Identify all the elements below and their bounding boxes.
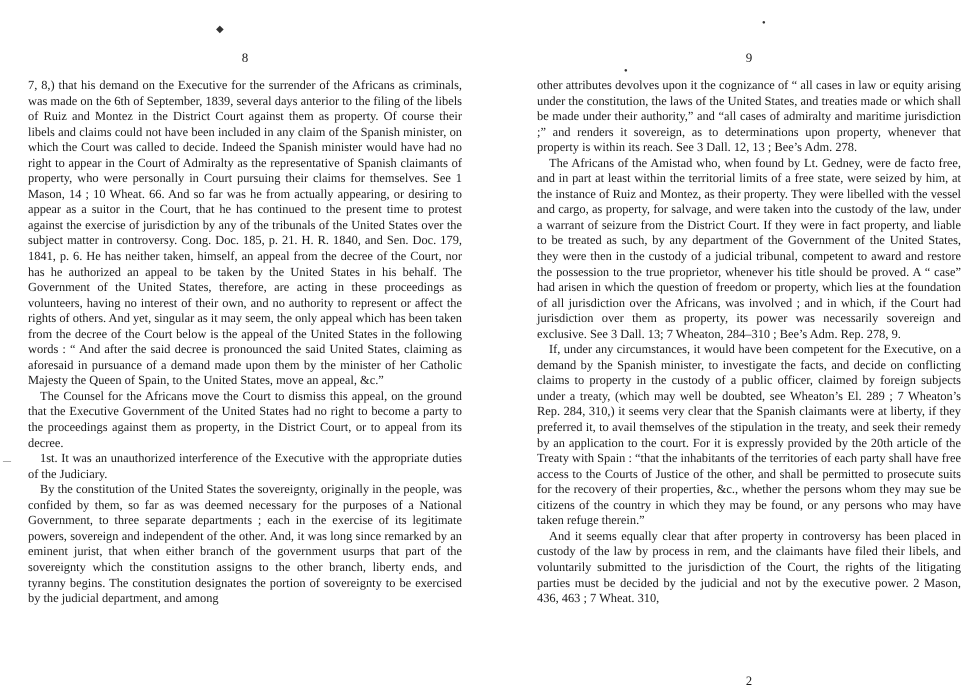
paragraph: 7, 8,) that his demand on the Executive for the surrender of the Africans as criminals, was made on the 6th of September, 1839, several days anterior to the filing of the libels of Ruiz and Montez in the District Court against them as property. Of course their libels and claims could not have been included in any claim of the Spanish minister, on which the Court was called to decide. Indeed the Spanish minister would have had no right to appear in the Court of Admiralty as the representative of Spanish claimants of property, who were personally in Court pursuing their claims for themselves. See 1 Mason, 14 ; 10 Wheat. 66. And so far was he from actually appearing, or desiring to appear as a suitor in the Court, that he has continued to the present time to protest against the exercise of jurisdiction by any of the tribunals of the United States over the subject matter in controversy. Cong. Doc. 185, p. 21. H. R. 1840, and Sen. Doc. 179, 1841, p. 6. He has neither taken, himself, an appeal from the decree of the Court, nor has he authorized an appeal to be taken by the United States in his behalf. The Government of the United States, therefore, are acting in these proceedings as volunteers, having no interest of their own, and no authority to represent or affect the rights of others. And yet, singular as it may seem, the only appeal which has been taken from the decree of the Court below is the appeal of the United States in the following words : “ And after the said decree is pronounced the said United States, claiming as aforesaid in pursuance of a demand made upon them by the minister of her Catholic Majesty the Queen of Spain, to the United States, move an appeal, &c.” bbox=[28, 78, 462, 388]
signature-mark: 2 bbox=[745, 674, 753, 688]
paragraph: And it seems equally clear that after property in controversy has been placed in custody of the law by process in rem, and the claimants have filed their libels, and voluntarily submitted to the jurisdiction of the Court, the rights of the litigating parties must be decided by the judicial and not by the executive power. 2 Mason, 436, 463 ; 7 Wheat. 310, bbox=[537, 528, 961, 606]
paragraph: 1st. It was an unauthorized interference of the Executive with the appropriate duties of the Judiciary. bbox=[28, 451, 462, 481]
page-number: 8 bbox=[241, 50, 249, 65]
paragraph: If, under any circumstances, it would have been competent for the Executive, on a demand by the Spanish minister, to investigate the facts, and decide on conflicting claims to property in the custody of a public officer, claimed by foreign subjects under a treaty, (which may well be doubted, see Wheaton’s El. 289 ; 7 Wheaton’s Rep. 284, 310,) it seems very clear that the Spanish claimants were at liberty, if they preferred it, to avail themselves of the stipulation in the treaty, and seek their remedy by an application to the court. For it is expressly provided by the 20th article of the Treaty with Spain : “that the inhabitants of the territories of each party shall have free access to the Courts of Justice of the other, and shall be permitted to prosecute suits for the recovery of their properties, &c., whether the persons whom they may sue be citizens of the country in which they may be found, or any persons who may have taken refuge therein.” bbox=[537, 342, 961, 528]
page-text bbox=[28, 78, 462, 607]
right-page bbox=[537, 0, 961, 696]
ink-speck: ● bbox=[762, 20, 766, 26]
left-page bbox=[28, 0, 462, 696]
margin-mark: — bbox=[3, 456, 11, 465]
paragraph: The Africans of the Amistad who, when found by Lt. Gedney, were de facto free, and in part at least within the territorial limits of a free state, were seized by him, at the instance of Ruiz and Montez, as their property. They were libelled with the vessel and cargo, as property, for salvage, and were taken into the custody of the law, under a warrant of seizure from the District Court. If they were in fact property, and liable to be treated as such, by any department of the Government of the United States, they were then in the custody of a judicial tribunal, competent to award and restore the possession to the true proprietor, whenever his title should be proved. A “ case” had arisen in which the question of freedom or property, which lies at the foundation of all jurisdiction over the Africans, was involved ; and in which, if the Court had jurisdiction over them as property, its power was necessarily sovereign and exclusive. See 3 Dall. 13; 7 Wheaton, 284–310 ; Bee’s Adm. Rep. 278, 9. bbox=[537, 155, 961, 341]
ink-speck: ● bbox=[624, 68, 628, 74]
paragraph: The Counsel for the Africans move the Court to dismiss this appeal, on the ground that the Executive Government of the United States had no right to become a party to the proceedings against them as property, in the District Court, or to appeal from its decree. bbox=[28, 388, 462, 450]
paragraph: By the constitution of the United States the sovereignty, originally in the people, was confided by them, so far as was deemed necessary for the purposes of a National Government, to three separate departments ; each in the exercise of its legitimate powers, sovereign and independent of the other. And, it was long since remarked by an eminent jurist, that when either branch of the government usurps that part of the sovereignty which the constitution assigns to the other branch, liberty ends, and tyranny begins. The constitution designates the portion of sovereignty to be exercised by the judicial department, and among bbox=[28, 482, 462, 606]
page-number: 9 bbox=[745, 50, 753, 65]
paragraph: other attributes devolves upon it the cognizance of “ all cases in law or equity arising under the constitution, the laws of the United States, and treaties made or which shall be made under their authority,” and “all cases of admiralty and maritime jurisdiction ;” and renders it sovereign, as to determinations upon property, whenever that property is within its reach. See 3 Dall. 12, 13 ; Bee’s Adm. 278. bbox=[537, 78, 961, 155]
page-text bbox=[537, 78, 961, 607]
ink-speck: ◆ bbox=[216, 24, 224, 35]
